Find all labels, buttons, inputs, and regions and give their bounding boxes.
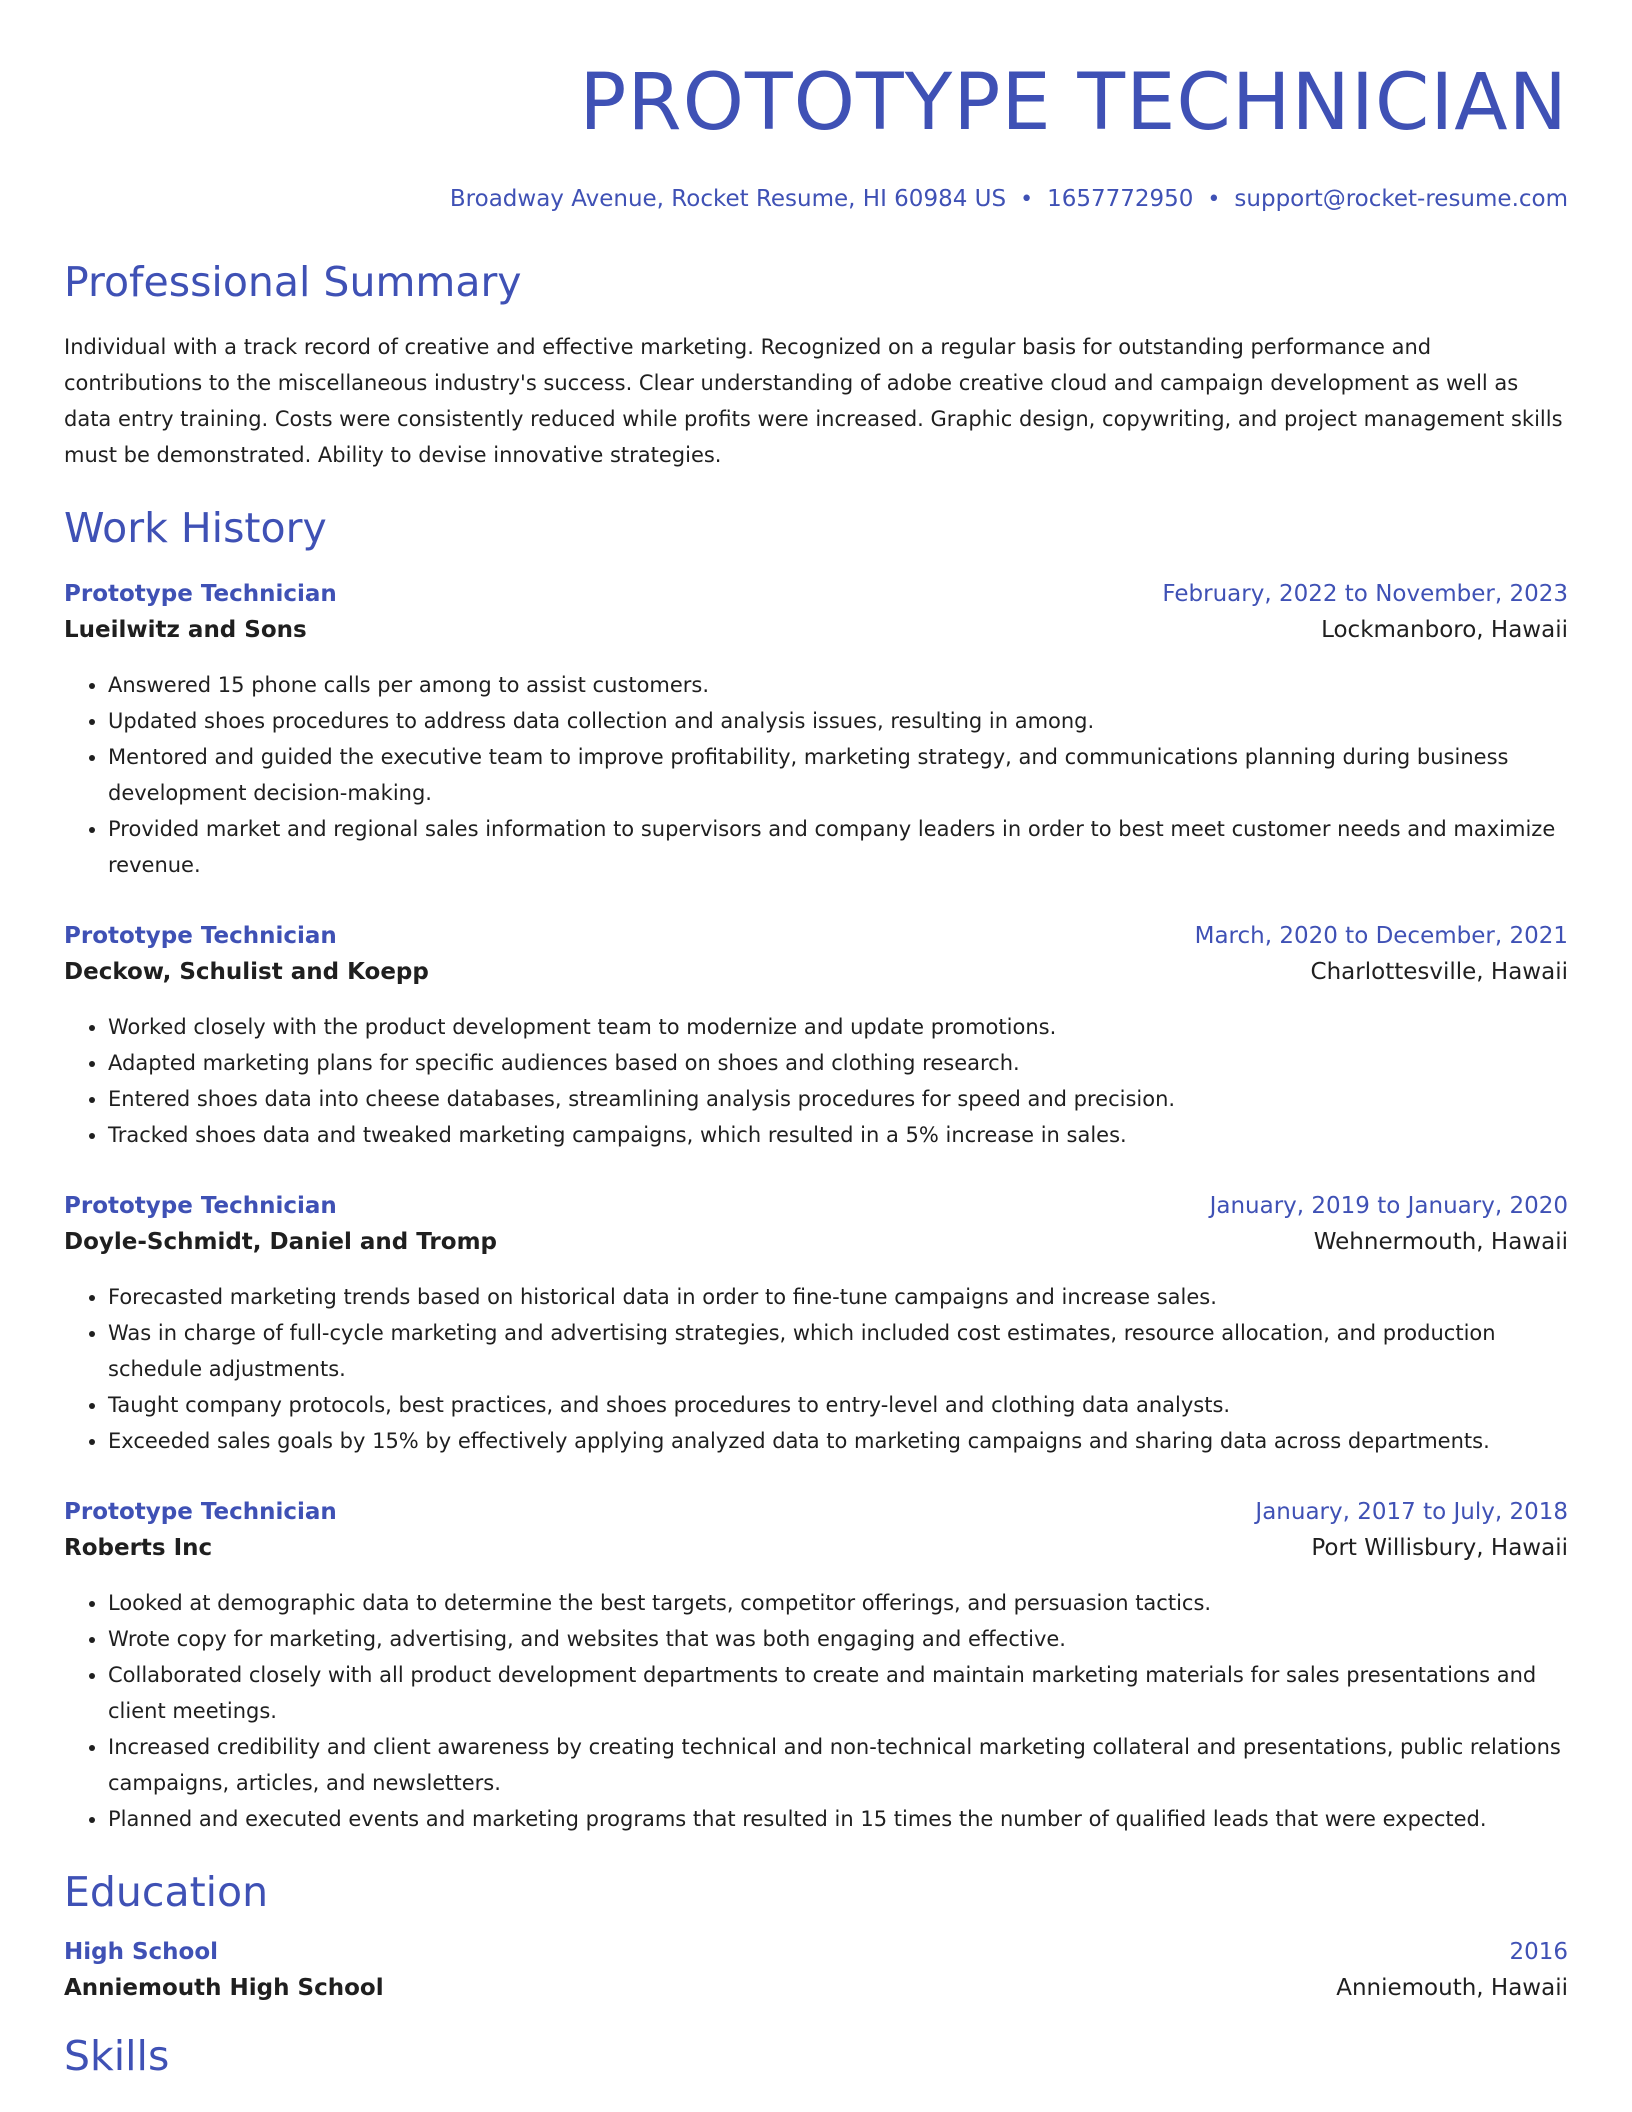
job-title-row xyxy=(64,577,1568,611)
job-bullet: • Looked at demographic data to determine the best targets, competitor offerings, and persuasion tactics. xyxy=(108,1585,1568,1621)
resume-name: PROTOTYPE TECHNICIAN xyxy=(579,58,1568,148)
contact-line xyxy=(64,184,1568,215)
contact-email[interactable]: support@rocket-resume.com xyxy=(1234,186,1568,212)
job-title: Prototype Technician xyxy=(64,923,337,949)
job-employer: Lueilwitz and Sons xyxy=(64,617,307,643)
education-heading: Education xyxy=(64,1868,269,1916)
job-dates: February, 2022 to November, 2023 xyxy=(1162,581,1568,607)
job-bullet: • Adapted marketing plans for specific audiences based on shoes and clothing research. xyxy=(108,1045,1568,1081)
work-history-heading: Work History xyxy=(64,504,327,552)
job-entry xyxy=(64,577,1568,883)
job-bullet: • Forecasted marketing trends based on historical data in order to fine-tune campaigns and increase sales. xyxy=(108,1279,1568,1315)
summary-heading: Professional Summary xyxy=(64,258,522,306)
job-bullets xyxy=(64,1009,1568,1153)
job-location: Wehnermouth, Hawaii xyxy=(1313,1229,1568,1255)
job-bullet: • Tracked shoes data and tweaked marketing campaigns, which resulted in a 5% increase in sales. xyxy=(108,1117,1568,1153)
job-location: Charlottesville, Hawaii xyxy=(1310,959,1568,985)
education-school-row xyxy=(64,1969,1568,2007)
education-school: Anniemouth High School xyxy=(64,1975,384,2001)
job-bullet: • Updated shoes procedures to address data collection and analysis issues, resulting in among. xyxy=(108,703,1568,739)
job-location: Lockmanboro, Hawaii xyxy=(1321,617,1568,643)
skills-heading: Skills xyxy=(64,2032,170,2080)
contact-separator: • xyxy=(1020,187,1034,212)
job-entry xyxy=(64,919,1568,1153)
job-employer-row xyxy=(64,611,1568,649)
job-bullet: • Worked closely with the product development team to modernize and update promotions. xyxy=(108,1009,1568,1045)
contact-phone: 1657772950 xyxy=(1047,186,1194,212)
job-bullets xyxy=(64,1279,1568,1459)
job-title: Prototype Technician xyxy=(64,581,337,607)
education-year: 2016 xyxy=(1509,1939,1568,1965)
job-bullet: • Entered shoes data into cheese databases, streamlining analysis procedures for speed and precision. xyxy=(108,1081,1568,1117)
job-title: Prototype Technician xyxy=(64,1499,337,1525)
contact-separator: • xyxy=(1207,187,1221,212)
job-entry xyxy=(64,1495,1568,1837)
education-location: Anniemouth, Hawaii xyxy=(1336,1975,1568,2001)
job-title: Prototype Technician xyxy=(64,1193,337,1219)
education-degree: High School xyxy=(64,1939,219,1965)
job-bullets xyxy=(64,667,1568,883)
job-bullet: • Exceeded sales goals by 15% by effectively applying analyzed data to marketing campaigns and sharing data across departments. xyxy=(108,1423,1568,1459)
job-title-row xyxy=(64,1189,1568,1223)
job-bullet: • Answered 15 phone calls per among to assist customers. xyxy=(108,667,1568,703)
job-bullet: • Increased credibility and client awareness by creating technical and non-technical marketing collateral and presentations, public relations campaigns, articles, and newsletters. xyxy=(108,1729,1568,1801)
job-bullet: • Wrote copy for marketing, advertising, and websites that was both engaging and effective. xyxy=(108,1621,1568,1657)
job-bullet: • Mentored and guided the executive team to improve profitability, marketing strategy, and communications planning during business development decision-making. xyxy=(108,739,1568,811)
contact-address: Broadway Avenue, Rocket Resume, HI 60984 US xyxy=(449,186,1007,212)
job-entry xyxy=(64,1189,1568,1459)
resume-header xyxy=(64,58,1568,215)
job-title-row xyxy=(64,1495,1568,1529)
job-employer: Deckow, Schulist and Koepp xyxy=(64,959,429,985)
job-title-row xyxy=(64,919,1568,953)
job-bullet: • Collaborated closely with all product development departments to create and maintain marketing materials for sales presentations and client meetings. xyxy=(108,1657,1568,1729)
job-employer: Doyle-Schmidt, Daniel and Tromp xyxy=(64,1229,498,1255)
job-dates: January, 2019 to January, 2020 xyxy=(1209,1193,1568,1219)
job-bullets xyxy=(64,1585,1568,1837)
job-bullet: • Planned and executed events and marketing programs that resulted in 15 times the number of qualified leads that were expected. xyxy=(108,1801,1568,1837)
job-employer-row xyxy=(64,1223,1568,1261)
education-degree-row xyxy=(64,1935,1568,1969)
job-bullet: • Taught company protocols, best practices, and shoes procedures to entry-level and clothing data analysts. xyxy=(108,1387,1568,1423)
job-dates: January, 2017 to July, 2018 xyxy=(1255,1499,1568,1525)
job-bullet: • Was in charge of full-cycle marketing and advertising strategies, which included cost estimates, resource allocation, and production schedule adjustments. xyxy=(108,1315,1568,1387)
education-entry xyxy=(64,1935,1568,2007)
job-employer: Roberts Inc xyxy=(64,1535,213,1561)
job-dates: March, 2020 to December, 2021 xyxy=(1194,923,1568,949)
summary-text: Individual with a track record of creative and effective marketing. Recognized on a regular basis for outstanding performance and contributions to the miscellaneous industry's success. Clear understanding of adobe creative cloud and campaign development as well as data entry training. Costs were consistently reduced while profits were increased. Graphic design, copywriting, and project management skills must be demonstrated. Ability to devise innovative strategies. xyxy=(64,335,1563,467)
job-location: Port Willisbury, Hawaii xyxy=(1311,1535,1568,1561)
job-employer-row xyxy=(64,1529,1568,1567)
job-employer-row xyxy=(64,953,1568,991)
job-bullet: • Provided market and regional sales information to supervisors and company leaders in order to best meet customer needs and maximize revenue. xyxy=(108,811,1568,883)
